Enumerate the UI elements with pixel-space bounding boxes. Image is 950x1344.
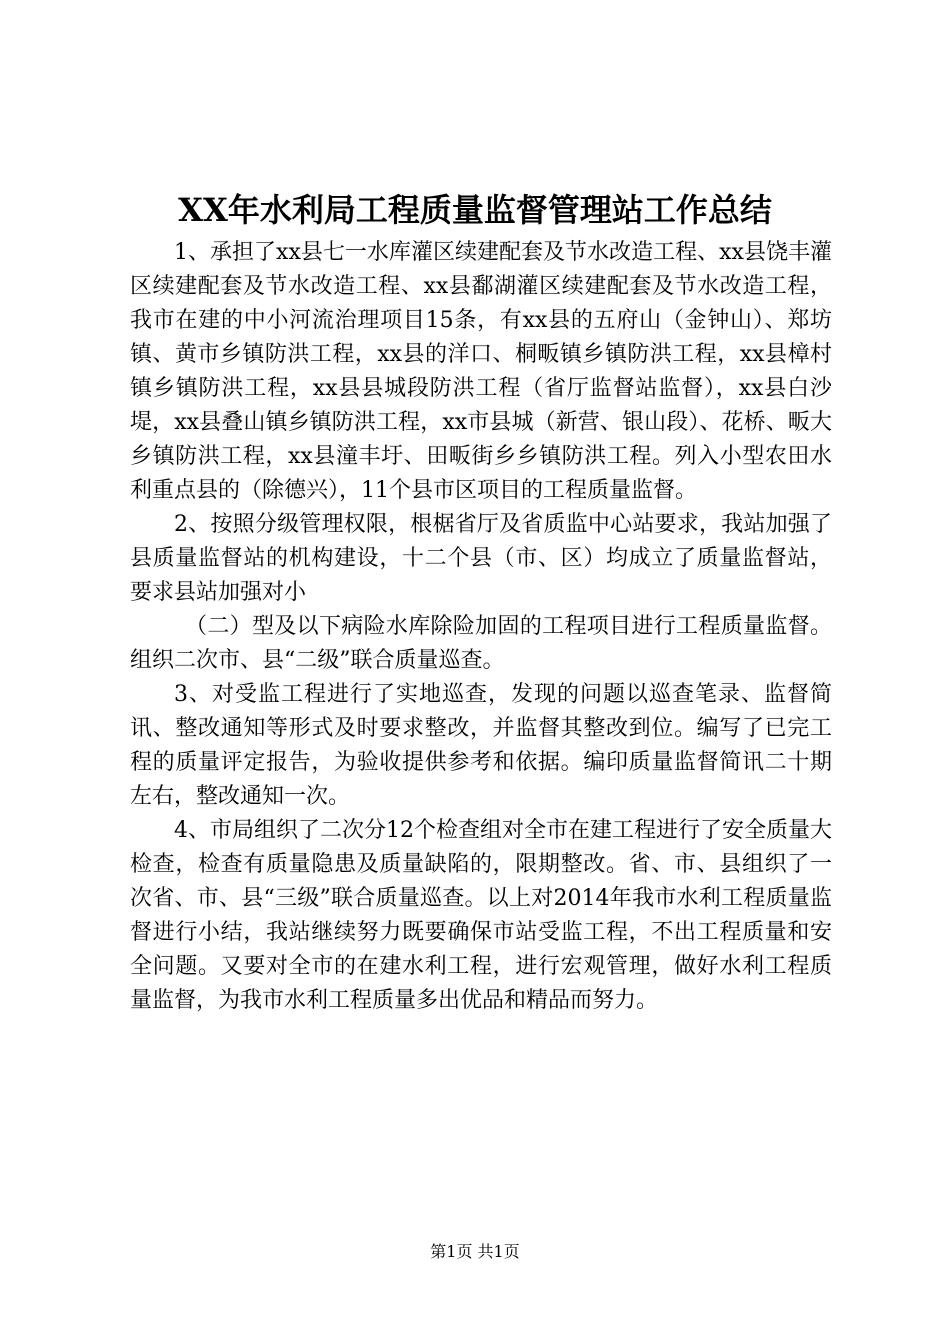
- document-body: [130, 236, 832, 1018]
- paragraph-1: 1、承担了xx县七一水库灌区续建配套及节水改造工程、xx县饶丰灌区续建配套及节水改造工程、xx县鄱湖灌区续建配套及节水改造工程，我市在建的中小河流治理项目15条，有xx县的五府山（金钟山）、郑坊镇、黄市乡镇防洪工程，xx县的洋口、桐畈镇乡镇防洪工程，xx县樟村镇乡镇防洪工程，xx县县城段防洪工程（省厅监督站监督），xx县白沙堤，xx县叠山镇乡镇防洪工程，xx市县城（新营、银山段）、花桥、畈大乡镇防洪工程，xx县潼丰圩、田畈街乡乡镇防洪工程。列入小型农田水利重点县的（除德兴），11个县市区项目的工程质量监督。: [130, 240, 832, 503]
- page-footer: 第1页 共1页: [430, 1242, 520, 1261]
- paragraph-3: （二）型及以下病险水库除险加固的工程项目进行工程质量监督。组织二次市、县“二级”联合质量巡查。: [130, 614, 832, 673]
- paragraph-5: 4、市局组织了二次分12个检查组对全市在建工程进行了安全质量大检查，检查有质量隐患及质量缺陷的，限期整改。省、市、县组织了一次省、市、县“三级”联合质量巡查。以上对2014年我市水利工程质量监督进行小结，我站继续努力既要确保市站受监工程，不出工程质量和安全问题。又要对全市的在建水利工程，进行宏观管理，做好水利工程质量监督，为我市水利工程质量多出优品和精品而努力。: [130, 818, 832, 1013]
- paragraph-4: 3、对受监工程进行了实地巡查，发现的问题以巡查笔录、监督简讯、整改通知等形式及时要求整改，并监督其整改到位。编写了已完工程的质量评定报告，为验收提供参考和依据。编印质量监督简讯二十期左右，整改通知一次。: [130, 682, 832, 809]
- paragraph-2: 2、按照分级管理权限，根椐省厅及省质监中心站要求，我站加强了县质量监督站的机构建设，十二个县（市、区）均成立了质量监督站，要求县站加强对小: [130, 512, 832, 605]
- document-title: XX年水利局工程质量监督管理站工作总结: [178, 191, 772, 229]
